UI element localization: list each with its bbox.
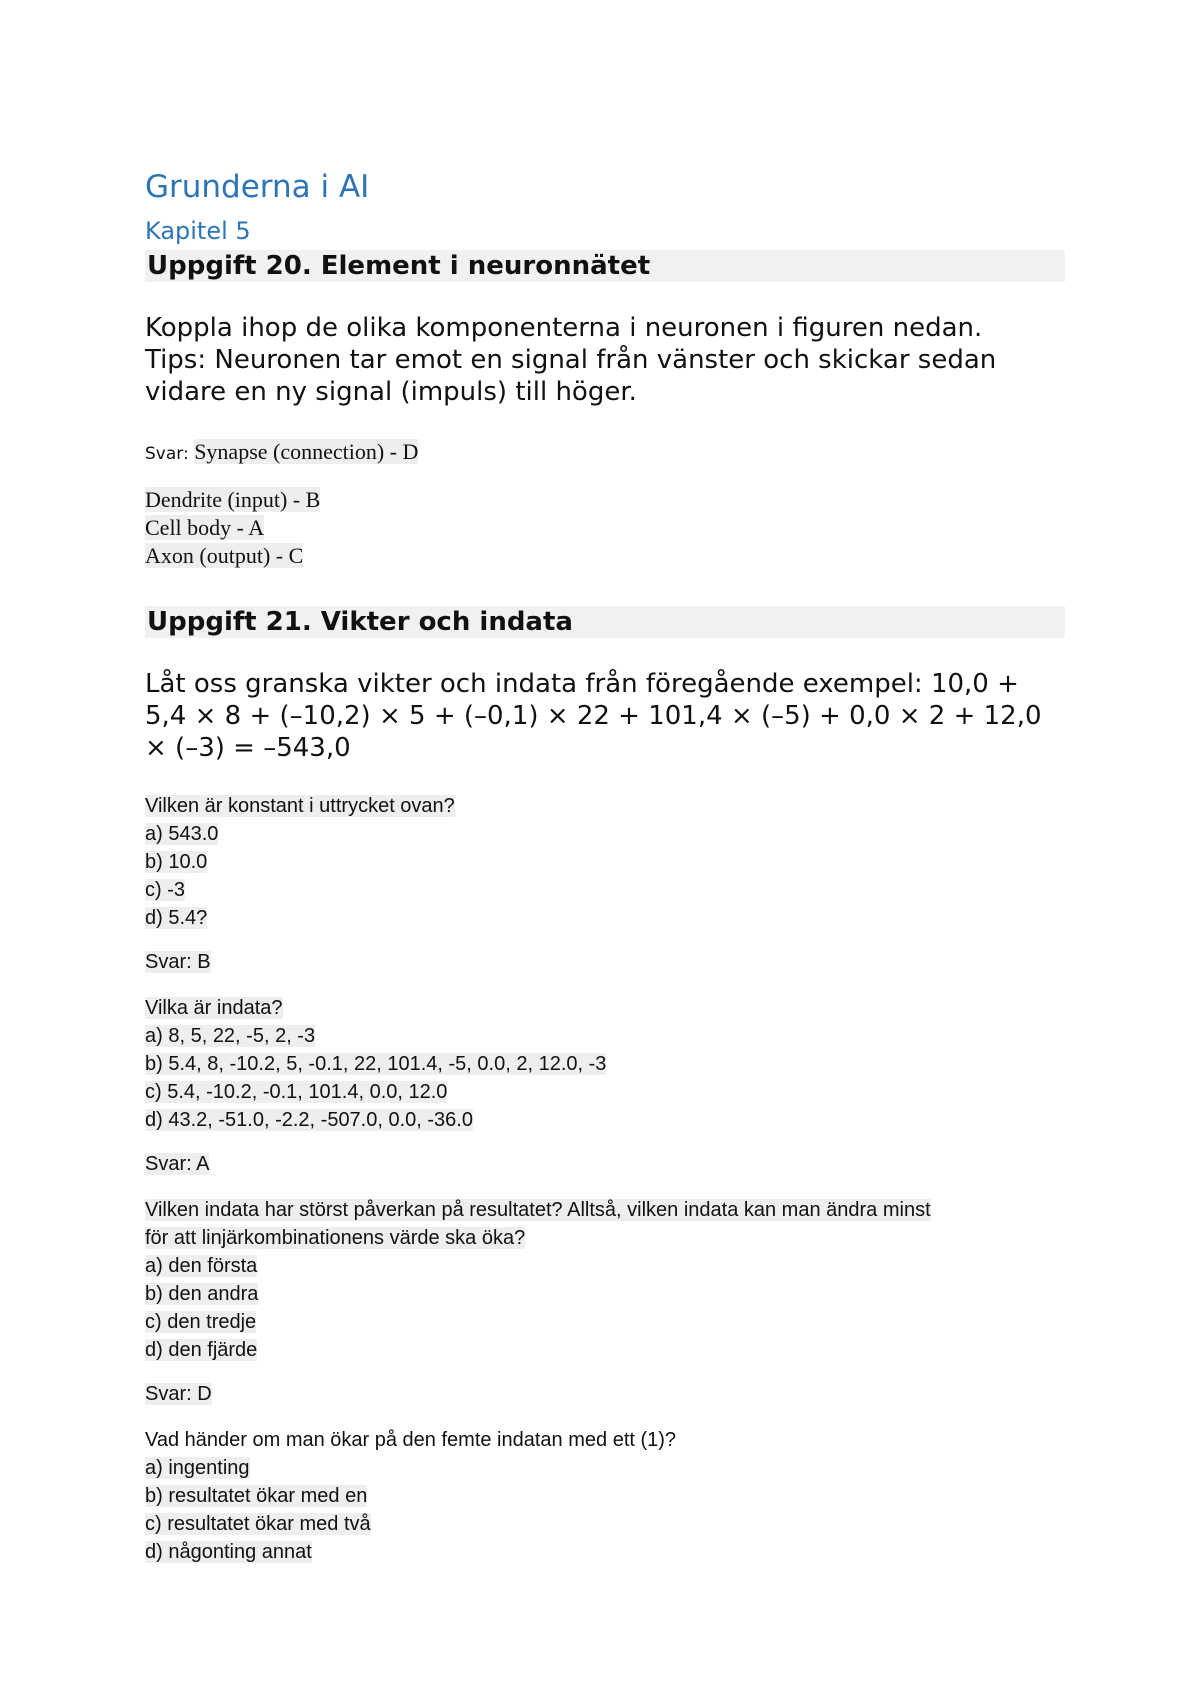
- question-3-option-c: c) den tredje: [145, 1311, 257, 1333]
- question-1-option-b: b) 10.0: [145, 851, 208, 873]
- question-4-text: Vad händer om man ökar på den femte indatan med ett (1)?: [145, 1429, 677, 1451]
- question-4-option-a: a) ingenting: [145, 1457, 250, 1479]
- answer-dendrite: Dendrite (input) - B: [145, 487, 321, 512]
- task-20-instruction: Koppla ihop de olika komponenterna i neuronen i figuren nedan. Tips: Neuronen tar emot en signal från vänster och skickar sedan vidare en ny signal (impuls) till höger.: [145, 313, 997, 407]
- question-2-text: Vilka är indata?: [145, 997, 283, 1019]
- task-21-instruction: Låt oss granska vikter och indata från föregående exempel: 10,0 + 5,4 × 8 + (–10,2) × 5 + (–0,1) × 22 + 101,4 × (–5) + 0,0 × 2 + 12,0 × (–3) = –543,0: [145, 669, 1042, 763]
- question-3-option-b: b) den andra: [145, 1283, 259, 1305]
- question-3-text-line-1: Vilken indata har störst påverkan på resultatet? Alltså, vilken indata kan man ändra minst: [145, 1199, 931, 1221]
- answer-cell-body: Cell body - A: [145, 515, 265, 540]
- question-1-option-c: c) -3: [145, 879, 185, 901]
- question-4: [145, 1426, 1065, 1566]
- task-20-first-answer-line: [145, 438, 1065, 468]
- answer-axon: Axon (output) - C: [145, 543, 304, 568]
- question-2-option-c: c) 5.4, -10.2, -0.1, 101.4, 0.0, 12.0: [145, 1081, 448, 1103]
- question-3-text-line-2: för att linjärkombinationens värde ska öka?: [145, 1227, 526, 1249]
- task-20-match-list: [145, 486, 1065, 570]
- question-3: [145, 1196, 1065, 1408]
- answer-synapse: Synapse (connection) - D: [194, 439, 419, 464]
- document-page: [145, 168, 1065, 1566]
- question-1-option-d: d) 5.4?: [145, 907, 208, 929]
- question-1-answer: Svar: B: [145, 951, 211, 973]
- question-2-option-b: b) 5.4, 8, -10.2, 5, -0.1, 22, 101.4, -5, 0.0, 2, 12.0, -3: [145, 1053, 607, 1075]
- document-title: Grunderna i AI: [145, 169, 370, 205]
- question-2-answer: Svar: A: [145, 1153, 210, 1175]
- question-2-option-d: d) 43.2, -51.0, -2.2, -507.0, 0.0, -36.0: [145, 1109, 473, 1131]
- question-2-option-a: a) 8, 5, 22, -5, 2, -3: [145, 1025, 316, 1047]
- question-2: [145, 994, 1065, 1178]
- task-20-answers: [145, 438, 1065, 570]
- question-1-option-a: a) 543.0: [145, 823, 219, 845]
- question-1-text: Vilken är konstant i uttrycket ovan?: [145, 795, 455, 817]
- task-20-heading: Uppgift 20. Element i neuronnätet: [145, 250, 1065, 282]
- question-3-option-d: d) den fjärde: [145, 1339, 258, 1361]
- chapter-heading: Kapitel 5: [145, 217, 251, 245]
- question-3-answer: Svar: D: [145, 1383, 212, 1405]
- question-3-option-a: a) den första: [145, 1255, 258, 1277]
- question-4-option-d: d) någonting annat: [145, 1541, 312, 1563]
- svar-label: Svar:: [145, 444, 189, 464]
- question-4-option-c: c) resultatet ökar med två: [145, 1513, 371, 1535]
- question-1: [145, 792, 1065, 976]
- task-21-heading: Uppgift 21. Vikter och indata: [145, 606, 1065, 638]
- question-4-option-b: b) resultatet ökar med en: [145, 1485, 368, 1507]
